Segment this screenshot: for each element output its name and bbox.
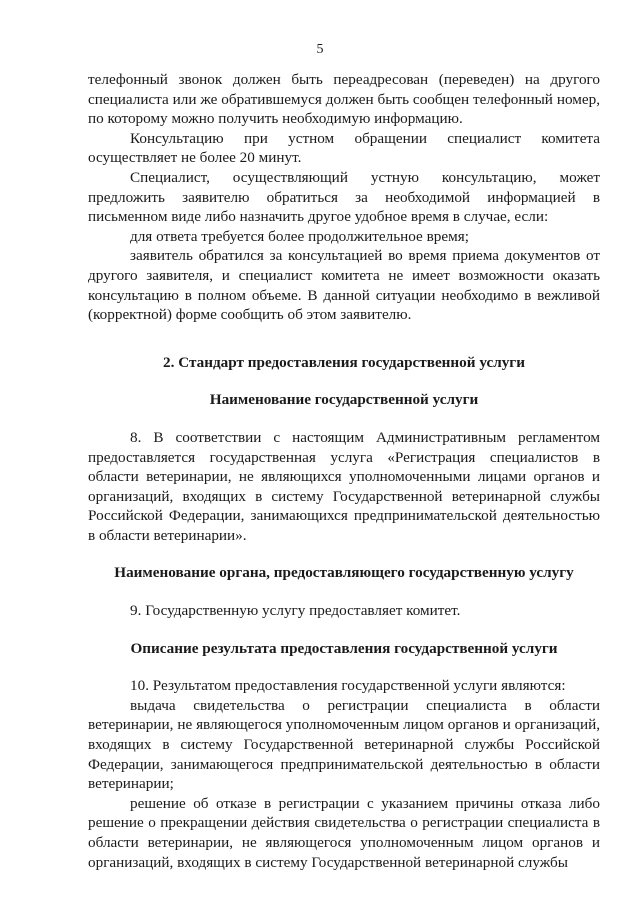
paragraph-condition-busy: заявитель обратился за консультацией во время приема документов от другого заявителя, и специалист комитета не имеет возможности оказать консультацию в полном объеме. В данной ситуации необходимо в вежливой (корректной) форме сообщить об этом заявителю.: [88, 247, 600, 324]
heading-result: Описание результата предоставления государственной услуги: [130, 639, 558, 657]
page-number: 5: [316, 42, 324, 57]
document-body: [88, 70, 600, 872]
paragraph-condition-time: для ответа требуется более продолжительное время;: [130, 227, 469, 245]
paragraph-9: 9. Государственную услугу предоставляет комитет.: [130, 602, 461, 620]
heading-service-name: Наименование государственной услуги: [209, 391, 479, 409]
paragraph-intro-continuation: телефонный звонок должен быть переадресован (переведен) на другого специалиста или же обратившемуся должен быть сообщен телефонный номер, по которому можно получить необходимую информацию.: [88, 71, 600, 128]
section-2-title: 2. Стандарт предоставления государственной услуги: [163, 353, 525, 371]
paragraph-10-intro: 10. Результатом предоставления государственной услуги являются:: [130, 677, 566, 695]
paragraph-specialist-offer: Специалист, осуществляющий устную консультацию, может предложить заявителю обратиться за необходимой информацией в письменном виде либо назначить другое удобное время в случае, если:: [88, 168, 600, 226]
paragraph-consultation-duration: Консультацию при устном обращении специалист комитета осуществляет не более 20 минут.: [88, 129, 600, 167]
paragraph-10-certificate: выдача свидетельства о регистрации специалиста в области ветеринарии, не являющегося уполномоченным лицом органов и организаций, входящих в систему Государственной ветеринарной службы Российской Федерации, занимающегося предпринимательской деятельностью в области ветеринарии;: [88, 696, 600, 793]
heading-authority: Наименование органа, предоставляющего государственную услугу: [114, 564, 574, 582]
paragraph-8: 8. В соответствии с настоящим Административным регламентом предоставляется государственная услуга «Регистрация специалистов в области ветеринарии, не являющихся уполномоченными лицами органов и организаций, входящих в систему Государственной ветеринарной службы Российской Федерации, занимающихся предпринимательской деятельностью в области ветеринарии».: [88, 428, 600, 544]
paragraph-10-refusal: решение об отказе в регистрации с указанием причины отказа либо решение о прекращении действия свидетельства о регистрации специалиста в области ветеринарии, не являющегося уполномоченным лицом органов и организаций, входящих в систему Государственной ветеринарной службы: [88, 794, 600, 871]
